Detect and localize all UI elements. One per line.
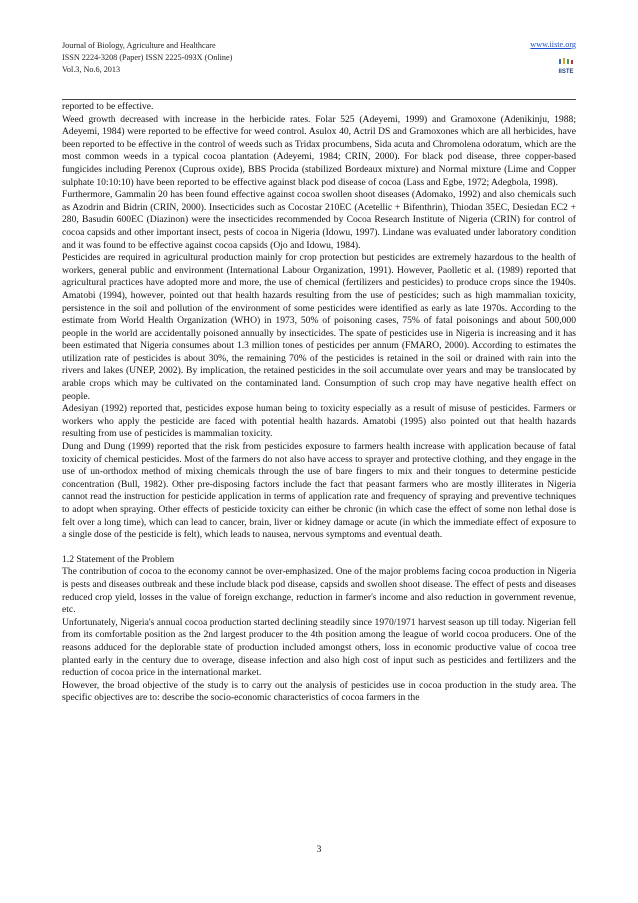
paragraph: Unfortunately, Nigeria's annual cocoa production started declining steadily since 1970/1971 harvest season up till today. Nigerian fell from its comfortable position as the 2nd largest producer to the 4th position among the league of world cocoa producers. One of the reasons adduced for the deplorable state of production included amongst others, loss in economic productive value of cocoa tree planted early in the century due to overage, disease infection and also high cost of input such as pesticides and fertilizers and the reduction of cocoa price in the international market. (62, 616, 576, 679)
paragraph: Weed growth decreased with increase in the herbicide rates. Folar 525 (Adeyemi, 1999) and Gramoxone (Adenikinju, 1988; Adeyemi, 1984) were reported to be effective for weed control. Asulox 40, Actril DS and Gramoxones which are all herbicides, have been reported to be effective in the control of weeds such as Tridax procumbens, Sida acuta and Chromolena odoratum, which are the most common weeds in a typical cocoa plantation (Adeyemi, 1984; CRIN, 2000). For black pod disease, three copper-based fungicides including Perenox (Cuprous oxide), BBS Procida (stabilized Bordeaux mixture) and Normal mixture (Lime and Copper sulphate 10:10:10) have been reported to be effective against black pod disease of cocoa (Lass and Egbe, 1972; Adegbola, 1998). (62, 113, 576, 188)
paragraph: The contribution of cocoa to the economy cannot be over-emphasized. One of the major problems facing cocoa production in Nigeria is pests and diseases outbreak and these include black pod disease, capsids and swollen shoot disease. The effect of pests and diseases reduced crop yield, losses in the value of foreign exchange, reduction in farmer's income and also reduction in government revenue, etc. (62, 566, 576, 616)
iiste-logo-icon (556, 58, 576, 76)
journal-header (62, 40, 576, 98)
site-link[interactable]: www.iiste.org (530, 40, 576, 49)
paragraph: Dung and Dung (1999) reported that the risk from pesticides exposure to farmers health increase with application because of fatal toxicity of chemical pesticides. Most of the farmers do not also have access to sprayer and protective clothing, and they engage in the use of un-orthodox method of mixing chemicals through the use of bare fingers to mix and their tongues to determine pesticide concentration (Bull, 1982). Other pre-disposing factors include the fact that peasant farmers who are mostly illiterates in Nigeria cannot read the instruction for pesticide application in terms of application rate and frequency of spraying and preventive techniques to adopt when spraying. Other effects of pesticide toxicity can either be chronic (in which case the effect of some non lethal dose is felt over a long time), which can lead to cancer, brain, liver or kidney damage or acute (in which the immediate effect of exposure to a single dose of the pesticide is felt), which leads to nausea, nervous symptoms and eventual death. (62, 441, 576, 541)
issn-line: ISSN 2224-3208 (Paper) ISSN 2225-093X (Online) (62, 53, 233, 62)
paragraph: Furthermore, Gammalin 20 has been found effective against cocoa swollen shoot diseases (Adomako, 1992) and also chemicals such as Azodrin and Bidrin (CRIN, 2000). Insecticides such as Cocostar 210EC (Acetellic + Bifenthrin), Thiodan 35EC, Desiedan EC2 + 280, Basudin 600EC (Diazinon) were the insecticides recommended by Cocoa Research Institute of Nigeria (CRIN) for control of cocoa capsids and other important insect, pests of cocoa in Nigeria (Idowu, 1997). Lindane was evaluated under laboratory condition and it was found to be effective against cocoa capsids (Ojo and Idowu, 1984). (62, 189, 576, 251)
journal-title: Journal of Biology, Agriculture and Healthcare (62, 41, 216, 50)
paragraph: reported to be effective. (62, 101, 154, 112)
paragraph: Pesticides are required in agricultural production mainly for crop protection but pesticides are extremely hazardous to the health of workers, general public and environment (International Labour Organization, 1991). However, Paolletic et al. (1989) reported that agricultural practices have adopted more and more, the use of chemical (fertilizers and pesticides) to produce crops since the 1940s. Amatobi (1994), however, pointed out that health hazards resulting from the use of pesticides; such as high mammalian toxicity, persistence in the soil and pollution of the environment of some pesticides were identified as early as late 1970s. According to the estimate from World Health Organization (WHO) in 1973, 50% of poisoning cases, 75% of fatal poisonings and about 500,000 people in the world are accidentally poisoned annually by insecticides. The spate of pesticides use in Nigeria is increasing and it has been estimated that Nigeria consumes about 1.3 million tones of pesticides per annum (FMARO, 2000). According to estimates the utilization rate of pesticides is about 30%, the remaining 70% of the pesticides is retained in the soil or drained with rain into the rivers and lakes (UNEP, 2002). By implication, the retained pesticides in the soil accumulate over years and may be translocated by arable crops which may be cultivated on the contaminated land. Consumption of such crop may have negative health effect on people. (62, 252, 576, 402)
section-heading: 1.2 Statement of the Problem (62, 553, 175, 565)
paragraph: However, the broad objective of the study is to carry out the analysis of pesticides use in cocoa production in the study area. The specific objectives are to: describe the socio-economic characteristics of cocoa farmers in the (62, 679, 576, 704)
page-number: 3 (316, 844, 322, 855)
paragraph: Adesiyan (1992) reported that, pesticides expose human being to toxicity especially as a result of misuse of pesticides. Farmers or workers who apply the pesticide are faced with potential health hazards. Amatobi (1995) also pointed out that health hazards resulting from use of pesticides is mammalian toxicity. (62, 403, 576, 440)
article-body (62, 101, 576, 705)
volume-line: Vol.3, No.6, 2013 (62, 65, 121, 74)
svg-text:IISTE: IISTE (558, 69, 574, 75)
header-rule (62, 99, 576, 100)
